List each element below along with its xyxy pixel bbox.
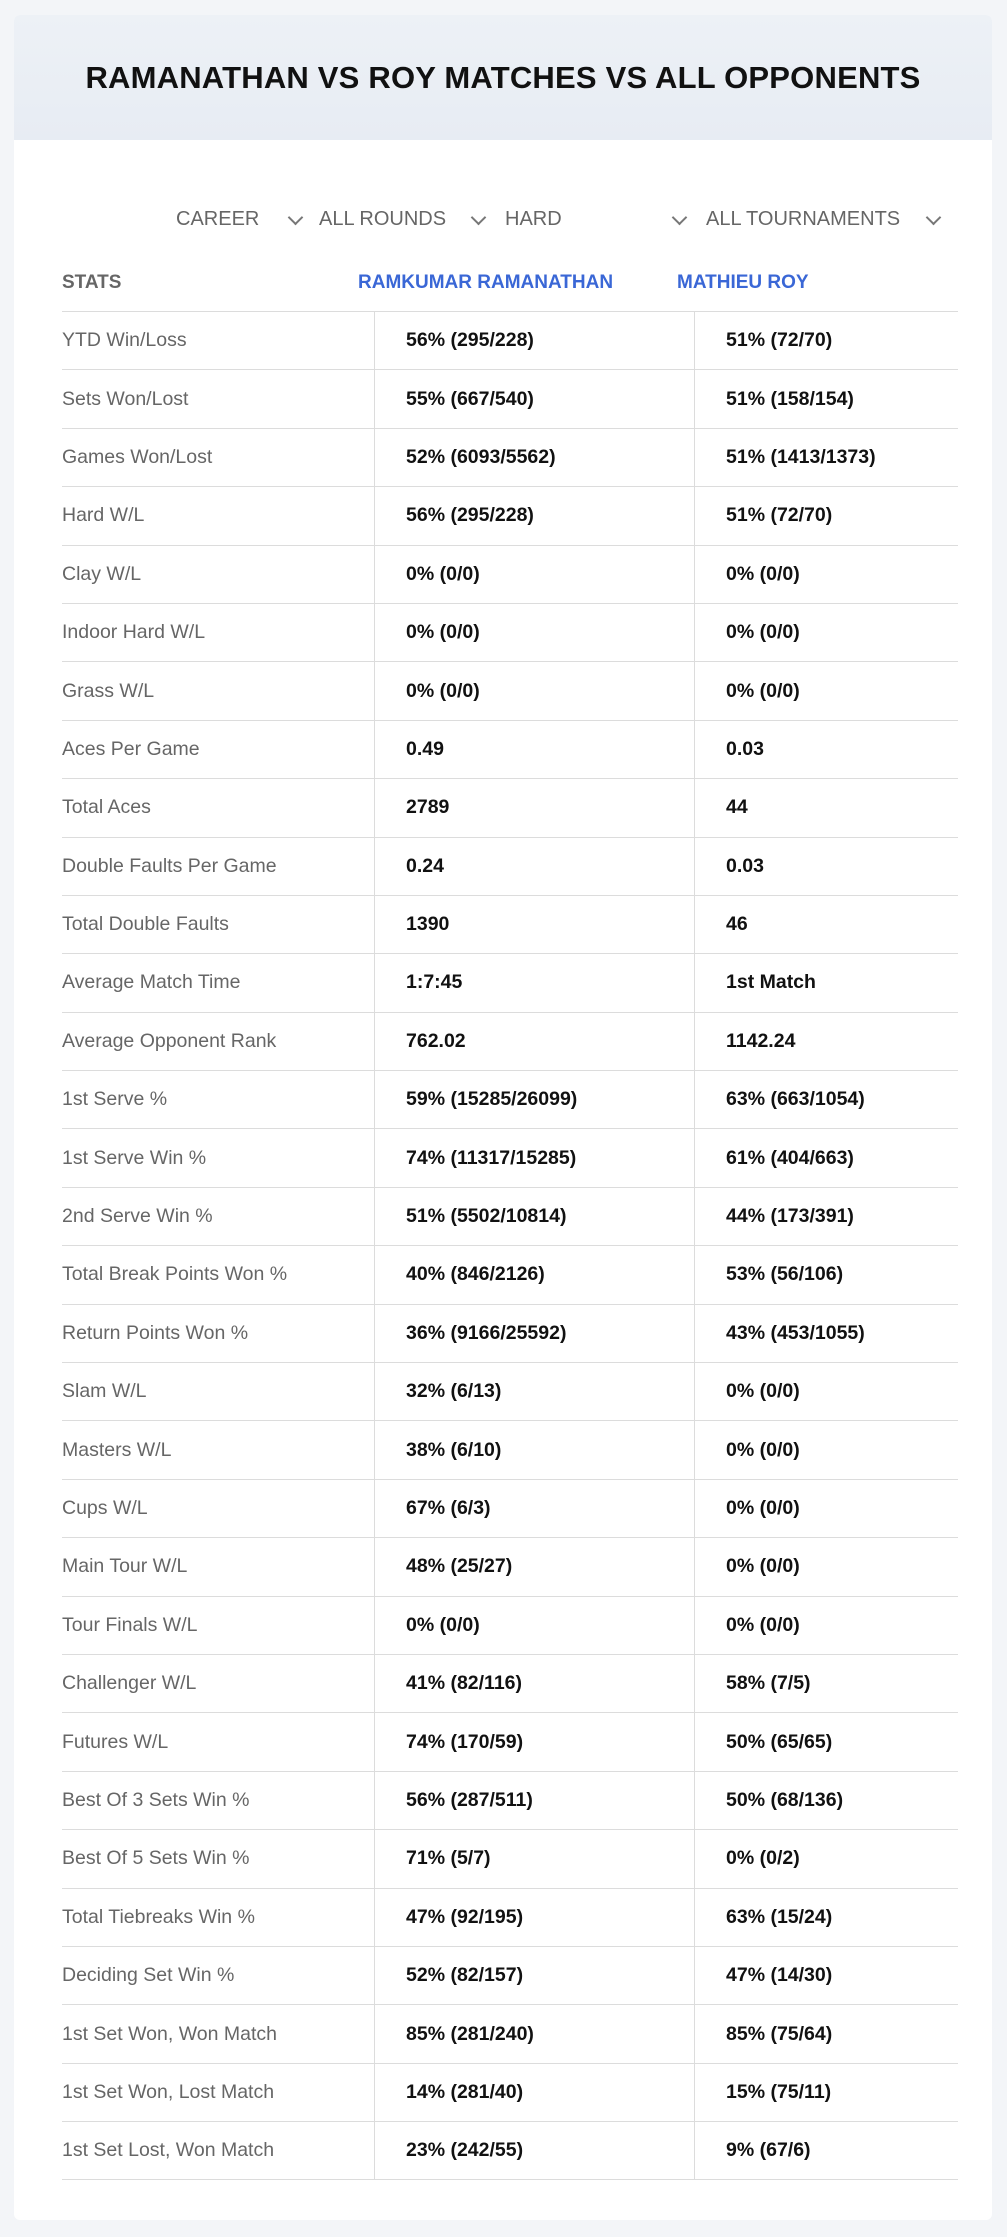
stat-label: Masters W/L bbox=[62, 1438, 172, 1461]
player1-value: 32% (6/13) bbox=[406, 1380, 502, 1403]
column-divider bbox=[694, 721, 695, 778]
player1-value: 56% (295/228) bbox=[406, 329, 534, 352]
table-row bbox=[62, 1829, 958, 1887]
table-row bbox=[62, 1946, 958, 2004]
column-divider bbox=[374, 1305, 375, 1362]
column-divider bbox=[374, 1772, 375, 1829]
column-divider bbox=[374, 604, 375, 661]
column-divider bbox=[694, 1480, 695, 1537]
table-row bbox=[62, 1245, 958, 1303]
player1-value: 71% (5/7) bbox=[406, 1847, 491, 1870]
filter-value: CAREER bbox=[176, 207, 260, 230]
stats-table-body bbox=[62, 311, 958, 2180]
column-divider bbox=[374, 1889, 375, 1946]
player1-value: 52% (6093/5562) bbox=[406, 445, 556, 468]
column-divider bbox=[694, 546, 695, 603]
column-divider bbox=[694, 1188, 695, 1245]
player1-column-header[interactable]: RAMKUMAR RAMANATHAN bbox=[358, 272, 614, 293]
column-divider bbox=[374, 1655, 375, 1712]
column-divider bbox=[694, 1538, 695, 1595]
player2-value: 53% (56/106) bbox=[726, 1263, 844, 1286]
stats-card bbox=[14, 15, 992, 2220]
table-row bbox=[62, 778, 958, 836]
career-filter-select[interactable] bbox=[176, 199, 301, 239]
stat-label: Indoor Hard W/L bbox=[62, 621, 206, 644]
stat-label: Best Of 3 Sets Win % bbox=[62, 1788, 250, 1811]
column-divider bbox=[374, 2122, 375, 2178]
stat-label: Average Opponent Rank bbox=[62, 1029, 277, 1052]
stats-column-header: STATS bbox=[62, 272, 122, 293]
table-row bbox=[62, 428, 958, 486]
player2-value: 50% (65/65) bbox=[726, 1730, 833, 1753]
column-divider bbox=[694, 1713, 695, 1770]
column-divider bbox=[374, 1538, 375, 1595]
stat-label: Average Match Time bbox=[62, 971, 241, 994]
player2-value: 43% (453/1055) bbox=[726, 1321, 865, 1344]
stat-label: Hard W/L bbox=[62, 504, 145, 527]
table-row bbox=[62, 1128, 958, 1186]
table-row bbox=[62, 1888, 958, 1946]
table-row bbox=[62, 720, 958, 778]
table-row bbox=[62, 1479, 958, 1537]
column-divider bbox=[694, 838, 695, 895]
player2-value: 44 bbox=[726, 796, 748, 819]
player1-value: 1390 bbox=[406, 913, 450, 936]
player1-value: 1:7:45 bbox=[406, 971, 463, 994]
column-divider bbox=[694, 1597, 695, 1654]
chevron-down-icon bbox=[672, 210, 688, 226]
player2-value: 0% (0/0) bbox=[726, 1438, 800, 1461]
player1-value: 56% (295/228) bbox=[406, 504, 534, 527]
table-row bbox=[62, 1596, 958, 1654]
column-divider bbox=[374, 2064, 375, 2121]
table-row bbox=[62, 486, 958, 544]
player1-value: 36% (9166/25592) bbox=[406, 1321, 567, 1344]
column-divider bbox=[694, 1305, 695, 1362]
column-divider bbox=[694, 1889, 695, 1946]
stat-label: Best Of 5 Sets Win % bbox=[62, 1847, 250, 1870]
column-divider bbox=[694, 604, 695, 661]
player2-value: 1st Match bbox=[726, 971, 816, 994]
player2-value: 50% (68/136) bbox=[726, 1788, 844, 1811]
table-row bbox=[62, 1012, 958, 1070]
column-divider bbox=[374, 1947, 375, 2004]
player1-value: 0% (0/0) bbox=[406, 621, 480, 644]
player1-value: 0.49 bbox=[406, 737, 444, 760]
column-divider bbox=[694, 1655, 695, 1712]
player1-value: 762.02 bbox=[406, 1029, 466, 1052]
player2-value: 58% (7/5) bbox=[726, 1672, 811, 1695]
stat-label: Deciding Set Win % bbox=[62, 1964, 235, 1987]
table-row bbox=[62, 2121, 958, 2179]
player1-value: 47% (92/195) bbox=[406, 1905, 524, 1928]
column-divider bbox=[694, 896, 695, 953]
table-row bbox=[62, 603, 958, 661]
column-divider bbox=[694, 2064, 695, 2121]
stat-label: Slam W/L bbox=[62, 1380, 147, 1403]
player2-value: 63% (663/1054) bbox=[726, 1088, 865, 1111]
player2-column-header[interactable]: MATHIEU ROY bbox=[677, 272, 809, 293]
player1-value: 52% (82/157) bbox=[406, 1964, 524, 1987]
column-divider bbox=[694, 1421, 695, 1478]
player1-value: 0% (0/0) bbox=[406, 1613, 480, 1636]
stat-label: YTD Win/Loss bbox=[62, 329, 187, 352]
table-row bbox=[62, 837, 958, 895]
player1-value: 0% (0/0) bbox=[406, 562, 480, 585]
table-row bbox=[62, 369, 958, 427]
column-divider bbox=[374, 1071, 375, 1128]
stat-label: 1st Set Won, Lost Match bbox=[62, 2080, 275, 2103]
player1-value: 2789 bbox=[406, 796, 450, 819]
table-row bbox=[62, 1304, 958, 1362]
stat-label: Total Tiebreaks Win % bbox=[62, 1905, 255, 1928]
player2-value: 15% (75/11) bbox=[726, 2080, 832, 2103]
player2-value: 0% (0/0) bbox=[726, 621, 800, 644]
column-divider bbox=[694, 487, 695, 544]
stat-label: Games Won/Lost bbox=[62, 445, 213, 468]
table-row bbox=[62, 953, 958, 1011]
table-row bbox=[62, 895, 958, 953]
stat-label: 1st Serve % bbox=[62, 1088, 168, 1111]
player1-value: 74% (170/59) bbox=[406, 1730, 524, 1753]
table-row bbox=[62, 1654, 958, 1712]
column-divider bbox=[374, 1830, 375, 1887]
table-row bbox=[62, 1362, 958, 1420]
surface-filter-select[interactable] bbox=[505, 199, 685, 239]
player2-value: 1142.24 bbox=[726, 1029, 796, 1052]
stat-label: Challenger W/L bbox=[62, 1672, 197, 1695]
player2-value: 51% (72/70) bbox=[726, 329, 833, 352]
player2-value: 0% (0/2) bbox=[726, 1847, 800, 1870]
chevron-down-icon bbox=[288, 210, 304, 226]
filter-value: ALL ROUNDS bbox=[319, 207, 447, 230]
column-divider bbox=[694, 954, 695, 1011]
column-divider bbox=[694, 779, 695, 836]
chevron-down-icon bbox=[471, 210, 487, 226]
column-divider bbox=[374, 838, 375, 895]
player2-value: 9% (67/6) bbox=[726, 2138, 811, 2161]
table-row bbox=[62, 2063, 958, 2121]
player2-value: 85% (75/64) bbox=[726, 2022, 833, 2045]
column-divider bbox=[694, 429, 695, 486]
column-divider bbox=[694, 1071, 695, 1128]
column-divider bbox=[694, 1772, 695, 1829]
player1-value: 23% (242/55) bbox=[406, 2138, 524, 2161]
player1-value: 67% (6/3) bbox=[406, 1497, 491, 1519]
player2-value: 0.03 bbox=[726, 737, 764, 760]
stat-label: Total Break Points Won % bbox=[62, 1263, 288, 1286]
player1-value: 41% (82/116) bbox=[406, 1672, 523, 1695]
stat-label: Sets Won/Lost bbox=[62, 387, 189, 410]
stat-label: Aces Per Game bbox=[62, 737, 200, 760]
player1-value: 59% (15285/26099) bbox=[406, 1088, 578, 1111]
stat-label: Total Aces bbox=[62, 796, 151, 819]
column-divider bbox=[694, 662, 695, 719]
column-divider bbox=[374, 1421, 375, 1478]
column-divider bbox=[694, 312, 695, 369]
column-divider bbox=[374, 896, 375, 953]
column-divider bbox=[374, 954, 375, 1011]
stat-label: Return Points Won % bbox=[62, 1321, 249, 1344]
player2-value: 0% (0/0) bbox=[726, 1555, 800, 1578]
column-divider bbox=[694, 1830, 695, 1887]
column-divider bbox=[374, 546, 375, 603]
table-row bbox=[62, 661, 958, 719]
stat-label: Cups W/L bbox=[62, 1497, 148, 1519]
stat-label: Total Double Faults bbox=[62, 913, 229, 936]
column-divider bbox=[374, 312, 375, 369]
column-divider bbox=[694, 370, 695, 427]
column-divider bbox=[694, 2122, 695, 2178]
column-divider bbox=[374, 429, 375, 486]
column-divider bbox=[694, 1363, 695, 1420]
stat-label: Double Faults Per Game bbox=[62, 854, 277, 877]
table-row bbox=[62, 1070, 958, 1128]
filter-value: ALL TOURNAMENTS bbox=[706, 207, 901, 230]
table-row bbox=[62, 311, 958, 369]
filter-bar bbox=[14, 191, 992, 247]
player2-value: 47% (14/30) bbox=[726, 1964, 833, 1987]
column-divider bbox=[374, 1246, 375, 1303]
player1-value: 56% (287/511) bbox=[406, 1788, 533, 1811]
table-row bbox=[62, 1537, 958, 1595]
column-divider bbox=[374, 1480, 375, 1537]
player2-value: 0.03 bbox=[726, 854, 764, 877]
player2-value: 0% (0/0) bbox=[726, 1613, 800, 1636]
column-divider bbox=[374, 779, 375, 836]
column-divider bbox=[694, 1246, 695, 1303]
page-title: RAMANATHAN VS ROY MATCHES VS ALL OPPONENTS bbox=[85, 59, 921, 95]
player1-value: 55% (667/540) bbox=[406, 387, 534, 410]
player1-value: 14% (281/40) bbox=[406, 2080, 524, 2103]
column-divider bbox=[374, 370, 375, 427]
table-row bbox=[62, 1712, 958, 1770]
player1-value: 0.24 bbox=[406, 854, 444, 877]
table-row bbox=[62, 545, 958, 603]
player1-value: 38% (6/10) bbox=[406, 1438, 502, 1461]
column-divider bbox=[374, 721, 375, 778]
player1-value: 0% (0/0) bbox=[406, 679, 480, 702]
stat-label: Futures W/L bbox=[62, 1730, 169, 1753]
stat-label: 1st Set Lost, Won Match bbox=[62, 2138, 275, 2161]
column-divider bbox=[374, 1188, 375, 1245]
rounds-filter-select[interactable] bbox=[319, 199, 484, 239]
player2-value: 46 bbox=[726, 913, 748, 936]
player2-value: 0% (0/0) bbox=[726, 1497, 800, 1519]
column-divider bbox=[374, 1013, 375, 1070]
stat-label: Main Tour W/L bbox=[62, 1555, 188, 1578]
stat-label: Tour Finals W/L bbox=[62, 1613, 198, 1636]
player2-value: 51% (158/154) bbox=[726, 387, 854, 410]
column-divider bbox=[694, 2005, 695, 2062]
player2-value: 0% (0/0) bbox=[726, 562, 800, 585]
table-row bbox=[62, 1771, 958, 1829]
player2-value: 51% (1413/1373) bbox=[726, 445, 876, 468]
player2-value: 44% (173/391) bbox=[726, 1205, 854, 1228]
chevron-down-icon bbox=[926, 210, 942, 226]
stat-label: 1st Serve Win % bbox=[62, 1146, 207, 1169]
table-row bbox=[62, 1187, 958, 1245]
tournaments-filter-select[interactable] bbox=[706, 199, 939, 239]
table-row bbox=[62, 2004, 958, 2062]
column-divider bbox=[374, 487, 375, 544]
player1-value: 85% (281/240) bbox=[406, 2022, 534, 2045]
stat-label: Grass W/L bbox=[62, 679, 155, 702]
column-divider bbox=[694, 1129, 695, 1186]
filter-value: HARD bbox=[505, 207, 562, 230]
player2-value: 51% (72/70) bbox=[726, 504, 833, 527]
column-divider bbox=[374, 1713, 375, 1770]
player1-value: 51% (5502/10814) bbox=[406, 1205, 567, 1228]
player1-value: 48% (25/27) bbox=[406, 1555, 513, 1578]
player2-value: 61% (404/663) bbox=[726, 1146, 854, 1169]
player1-value: 40% (846/2126) bbox=[406, 1263, 545, 1286]
card-header bbox=[14, 15, 992, 140]
column-divider bbox=[374, 662, 375, 719]
stat-label: 1st Set Won, Won Match bbox=[62, 2022, 277, 2045]
player2-value: 63% (15/24) bbox=[726, 1905, 833, 1928]
table-row bbox=[62, 1420, 958, 1478]
player2-value: 0% (0/0) bbox=[726, 1380, 800, 1403]
player1-value: 74% (11317/15285) bbox=[406, 1146, 577, 1169]
stat-label: 2nd Serve Win % bbox=[62, 1205, 213, 1228]
column-divider bbox=[694, 1947, 695, 2004]
column-divider bbox=[374, 1129, 375, 1186]
column-divider bbox=[374, 2005, 375, 2062]
column-divider bbox=[374, 1597, 375, 1654]
stat-label: Clay W/L bbox=[62, 562, 142, 585]
column-divider bbox=[694, 1013, 695, 1070]
player2-value: 0% (0/0) bbox=[726, 679, 800, 702]
column-divider bbox=[374, 1363, 375, 1420]
